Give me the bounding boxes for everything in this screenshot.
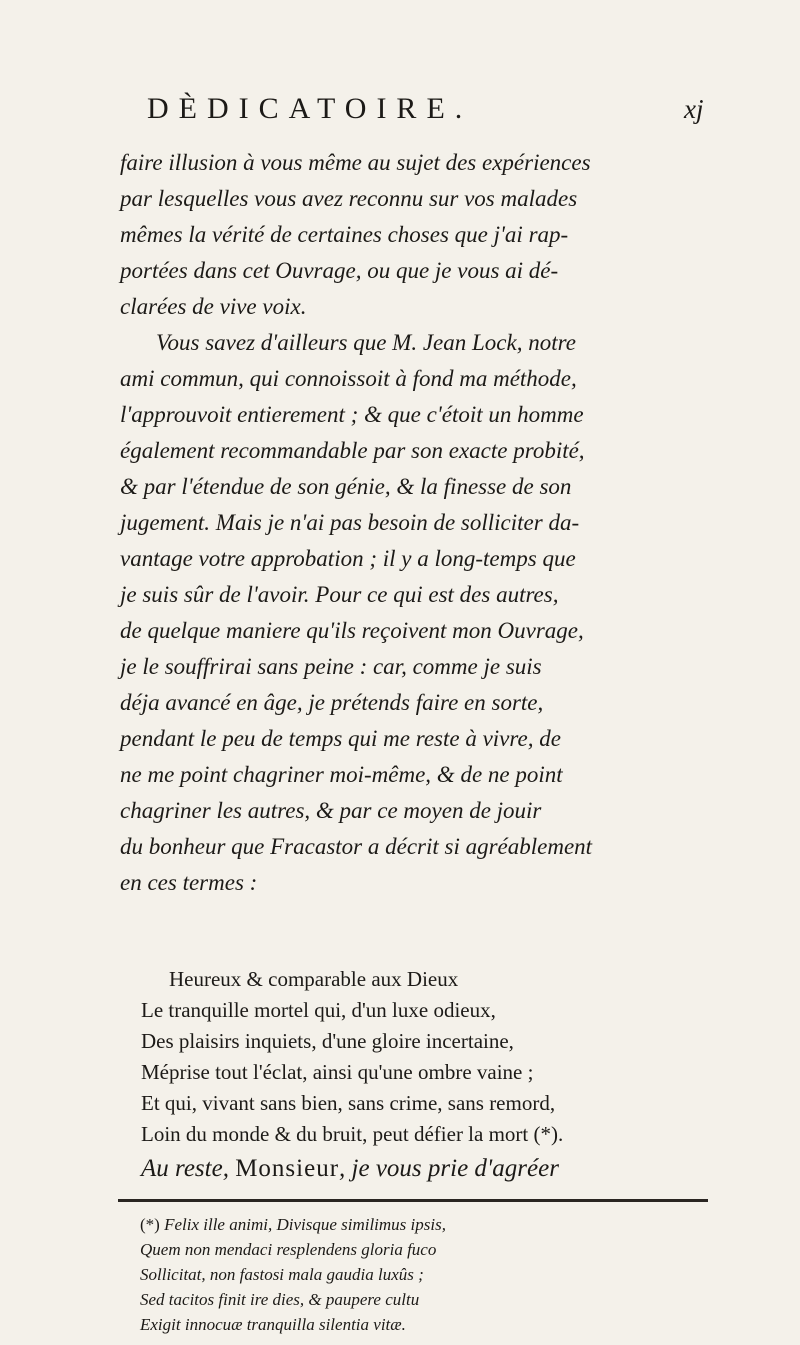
- verse-line: Des plaisirs inquiets, d'une gloire incertaine,: [141, 1029, 514, 1053]
- verse-line: Loin du monde & du bruit, peut défier la mort (*).: [141, 1122, 564, 1146]
- text-line: faire illusion à vous même au sujet des expériences: [120, 150, 591, 175]
- text-line: portées dans cet Ouvrage, ou que je vous ai dé-: [120, 258, 559, 283]
- text-line: du bonheur que Fracastor a décrit si agréablement: [120, 834, 593, 859]
- footnote-divider: [118, 1199, 708, 1202]
- text-line: vantage votre approbation ; il y a long-temps que: [120, 546, 576, 571]
- page-number: xj: [684, 94, 704, 124]
- running-title: DÈDICATOIRE.: [147, 92, 473, 125]
- text-line: l'approuvoit entierement ; & que c'étoit un homme: [120, 402, 584, 427]
- dedication-text: [120, 145, 700, 901]
- closing-text-after: , je vous prie d'agréer: [339, 1155, 559, 1182]
- footnote-line: Exigit innocuæ tranquilla silentia vitæ.: [140, 1315, 406, 1334]
- text-line: mêmes la vérité de certaines choses que j'ai rap-: [120, 222, 569, 247]
- text-line: également recommandable par son exacte probité,: [120, 438, 585, 463]
- text-line: je suis sûr de l'avoir. Pour ce qui est des autres,: [120, 582, 559, 607]
- verse-line: Heureux & comparable aux Dieux: [169, 967, 459, 991]
- text-line: pendant le peu de temps qui me reste à vivre, de: [120, 726, 561, 751]
- text-line: déja avancé en âge, je prétends faire en sorte,: [120, 690, 544, 715]
- closing-text-before: Au reste,: [141, 1155, 236, 1182]
- text-line: jugement. Mais je n'ai pas besoin de solliciter da-: [120, 510, 580, 535]
- text-line: de quelque maniere qu'ils reçoivent mon Ouvrage,: [120, 618, 584, 643]
- closing-line: [141, 1155, 559, 1183]
- text-line: ami commun, qui connoissoit à fond ma méthode,: [120, 366, 577, 391]
- closing-title: Monsieur: [235, 1155, 340, 1182]
- verse-line: Méprise tout l'éclat, ainsi qu'une ombre vaine ;: [141, 1060, 534, 1084]
- text-line: en ces termes :: [120, 870, 258, 895]
- footnote-line: Quem non mendaci resplendens gloria fuco: [140, 1240, 437, 1259]
- footnote-mark: (*): [140, 1215, 160, 1234]
- text-line: clarées de vive voix.: [120, 294, 307, 319]
- footnote: [140, 1212, 700, 1337]
- footnote-line: [140, 1212, 700, 1237]
- text-line: ne me point chagriner moi-même, & de ne point: [120, 762, 563, 787]
- text-line: Vous savez d'ailleurs que M. Jean Lock, notre: [156, 330, 576, 355]
- verse-line: Le tranquille mortel qui, d'un luxe odieux,: [141, 998, 496, 1022]
- footnote-line-text: Felix ille animi, Divisque similimus ipsis,: [164, 1215, 446, 1234]
- footnote-line: Sed tacitos finit ire dies, & paupere cultu: [140, 1290, 420, 1309]
- quoted-verse: [141, 964, 701, 1150]
- text-line: chagriner les autres, & par ce moyen de jouir: [120, 798, 542, 823]
- text-line: par lesquelles vous avez reconnu sur vos malades: [120, 186, 578, 211]
- page-header: [0, 92, 800, 132]
- text-line: je le souffrirai sans peine : car, comme je suis: [120, 654, 542, 679]
- footnote-line: Sollicitat, non fastosi mala gaudia luxûs ;: [140, 1265, 424, 1284]
- text-line: & par l'étendue de son génie, & la finesse de son: [120, 474, 572, 499]
- verse-line: Et qui, vivant sans bien, sans crime, sans remord,: [141, 1091, 556, 1115]
